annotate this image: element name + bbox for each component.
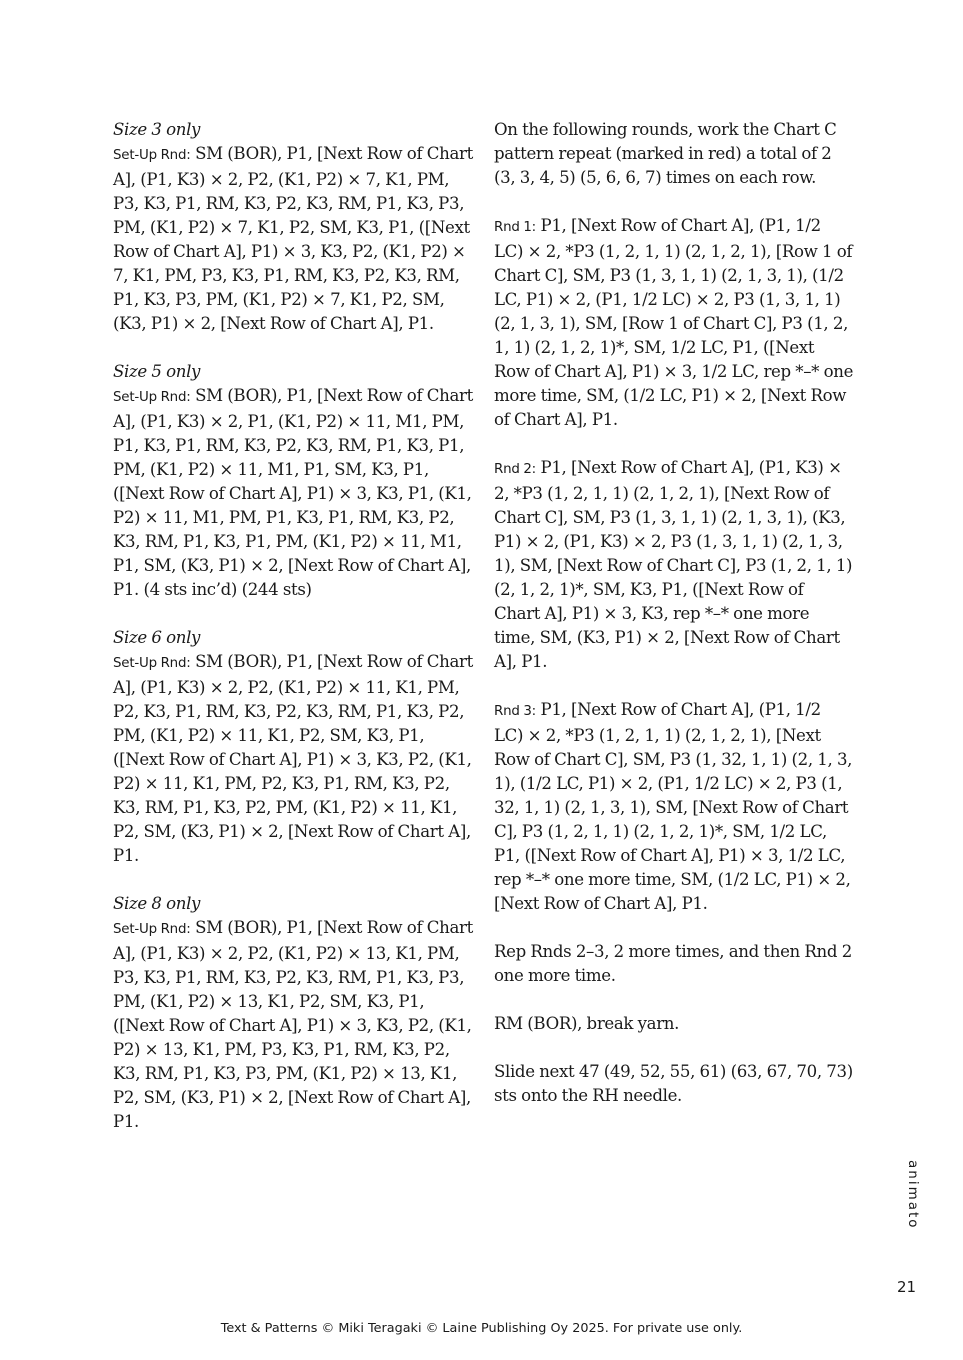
instruction-label: Set-Up Rnd:: [113, 148, 191, 163]
round-label: Rnd 1:: [494, 220, 536, 235]
round-label: Rnd 3:: [494, 704, 536, 719]
round-label: Rnd 2:: [494, 462, 536, 477]
instruction-text: SM (BOR), P1, [Next Row of Chart A], (P1, K3) × 2, P2, (K1, P2) × 13, K1, PM, P3, K3, P1, RM, K3, P2, K3, RM, P1, K3, P3, PM, (K1, P2) × 13, K1, P2, SM, K3, P1, ([Next Row of Chart A], P1) × 3, K3, P2, (K1, P2) × 13, K1, PM, P3, K3, P1, RM, K3, P2, K3, RM, P1, K3, P3, PM, (K1, P2) × 13, K1, P2, SM, (K3, P1) × 2, [Next Row of Chart A], P1.: [113, 918, 473, 1131]
round-3-instructions: [494, 698, 854, 916]
slide-stitches-paragraph: Slide next 47 (49, 52, 55, 61) (63, 67, 70, 73) sts onto the RH needle.: [494, 1062, 853, 1105]
instruction-label: Set-Up Rnd:: [113, 656, 191, 671]
instruction-label: Set-Up Rnd:: [113, 922, 191, 937]
size-heading: Size 8 only: [113, 894, 201, 913]
right-column: [494, 118, 854, 1108]
copyright-footer: Text & Patterns © Miki Teragaki © Laine Publishing Oy 2025. For private use only.: [220, 1321, 743, 1336]
intro-paragraph: On the following rounds, work the Chart C pattern repeat (marked in red) a total of 2 (3, 3, 4, 5) (5, 6, 6, 7) times on each row.: [494, 120, 837, 187]
size-6-instructions: [113, 626, 473, 868]
brand-name: animato: [905, 1160, 921, 1230]
round-text: P1, [Next Row of Chart A], (P1, K3) × 2, *P3 (1, 2, 1, 1) (2, 1, 2, 1), [Next Row of Chart C], SM, P3 (1, 3, 1, 1) (2, 1, 3, 1), (K3, P1) × 2, (P1, K3) × 2, P3 (1, 3, 1, 1) (2, 1, 3, 1), SM, [Next Row of Chart C], P3 (1, 2, 1, 1) (2, 1, 2, 1)*, SM, K3, P1, ([Next Row of Chart A], P1) × 3, K3, rep *–* one more time, SM, (K3, P1) × 2, [Next Row of Chart A], P1.: [494, 458, 853, 671]
size-heading: Size 3 only: [113, 120, 201, 139]
left-column: [113, 118, 473, 1134]
instruction-text: SM (BOR), P1, [Next Row of Chart A], (P1, K3) × 2, P2, (K1, P2) × 11, K1, PM, P2, K3, P1, RM, K3, P2, K3, RM, P1, K3, P2, PM, (K1, P2) × 11, K1, P2, SM, K3, P1, ([Next Row of Chart A], P1) × 3, K3, P2, (K1, P2) × 11, K1, PM, P2, K3, P1, RM, K3, P2, K3, RM, P1, K3, P2, PM, (K1, P2) × 11, K1, P2, SM, (K3, P1) × 2, [Next Row of Chart A], P1.: [113, 652, 473, 865]
instruction-label: Set-Up Rnd:: [113, 390, 191, 405]
size-8-instructions: [113, 892, 473, 1134]
round-text: P1, [Next Row of Chart A], (P1, 1/2 LC) × 2, *P3 (1, 2, 1, 1) (2, 1, 2, 1), [Next Row of Chart C], SM, P3 (1, 32, 1, 1) (2, 1, 3, 1), (1/2 LC, P1) × 2, (P1, 1/2 LC) × 2, P3 (1, 32, 1, 1) (2, 1, 3, 1), SM, [Next Row of Chart C], P3 (1, 2, 1, 1) (2, 1, 2, 1)*, SM, 1/2 LC, P1, ([Next Row of Chart A], P1) × 3, 1/2 LC, rep *–* one more time, SM, (1/2 LC, P1) × 2, [Next Row of Chart A], P1.: [494, 700, 853, 913]
repeat-paragraph: Rep Rnds 2–3, 2 more times, and then Rnd 2 one more time.: [494, 942, 852, 985]
size-3-instructions: [113, 118, 473, 336]
instruction-text: SM (BOR), P1, [Next Row of Chart A], (P1, K3) × 2, P1, (K1, P2) × 11, M1, PM, P1, K3, P1, RM, K3, P2, K3, RM, P1, K3, P1, PM, (K1, P2) × 11, M1, P1, SM, K3, P1, ([Next Row of Chart A], P1) × 3, K3, P1, (K1, P2) × 11, M1, PM, P1, K3, P1, RM, K3, P2, K3, RM, P1, K3, P1, PM, (K1, P2) × 11, M1, P1, SM, (K3, P1) × 2, [Next Row of Chart A], P1. (4 sts inc’d) (244 sts): [113, 386, 473, 599]
round-text: P1, [Next Row of Chart A], (P1, 1/2 LC) × 2, *P3 (1, 2, 1, 1) (2, 1, 2, 1), [Row 1 of Chart C], SM, P3 (1, 3, 1, 1) (2, 1, 3, 1), (1/2 LC, P1) × 2, (P1, 1/2 LC) × 2, P3 (1, 3, 1, 1) (2, 1, 3, 1), SM, [Row 1 of Chart C], P3 (1, 2, 1, 1) (2, 1, 2, 1)*, SM, 1/2 LC, P1, ([Next Row of Chart A], P1) × 3, 1/2 LC, rep *–* one more time, SM, (1/2 LC, P1) × 2, [Next Row of Chart A], P1.: [494, 216, 854, 429]
size-heading: Size 5 only: [113, 362, 201, 381]
round-1-instructions: [494, 214, 854, 432]
remove-marker-paragraph: RM (BOR), break yarn.: [494, 1014, 680, 1033]
size-5-instructions: [113, 360, 473, 602]
page-number: 21: [897, 1278, 917, 1296]
instruction-text: SM (BOR), P1, [Next Row of Chart A], (P1, K3) × 2, P2, (K1, P2) × 7, K1, PM, P3, K3, P1, RM, K3, P2, K3, RM, P1, K3, P3, PM, (K1, P2) × 7, K1, P2, SM, K3, P1, ([Next Row of Chart A], P1) × 3, K3, P2, (K1, P2) × 7, K1, PM, P3, K3, P1, RM, K3, P2, K3, RM, P1, K3, P3, PM, (K1, P2) × 7, K1, P2, SM, (K3, P1) × 2, [Next Row of Chart A], P1.: [113, 144, 473, 333]
round-2-instructions: [494, 456, 854, 674]
size-heading: Size 6 only: [113, 628, 201, 647]
